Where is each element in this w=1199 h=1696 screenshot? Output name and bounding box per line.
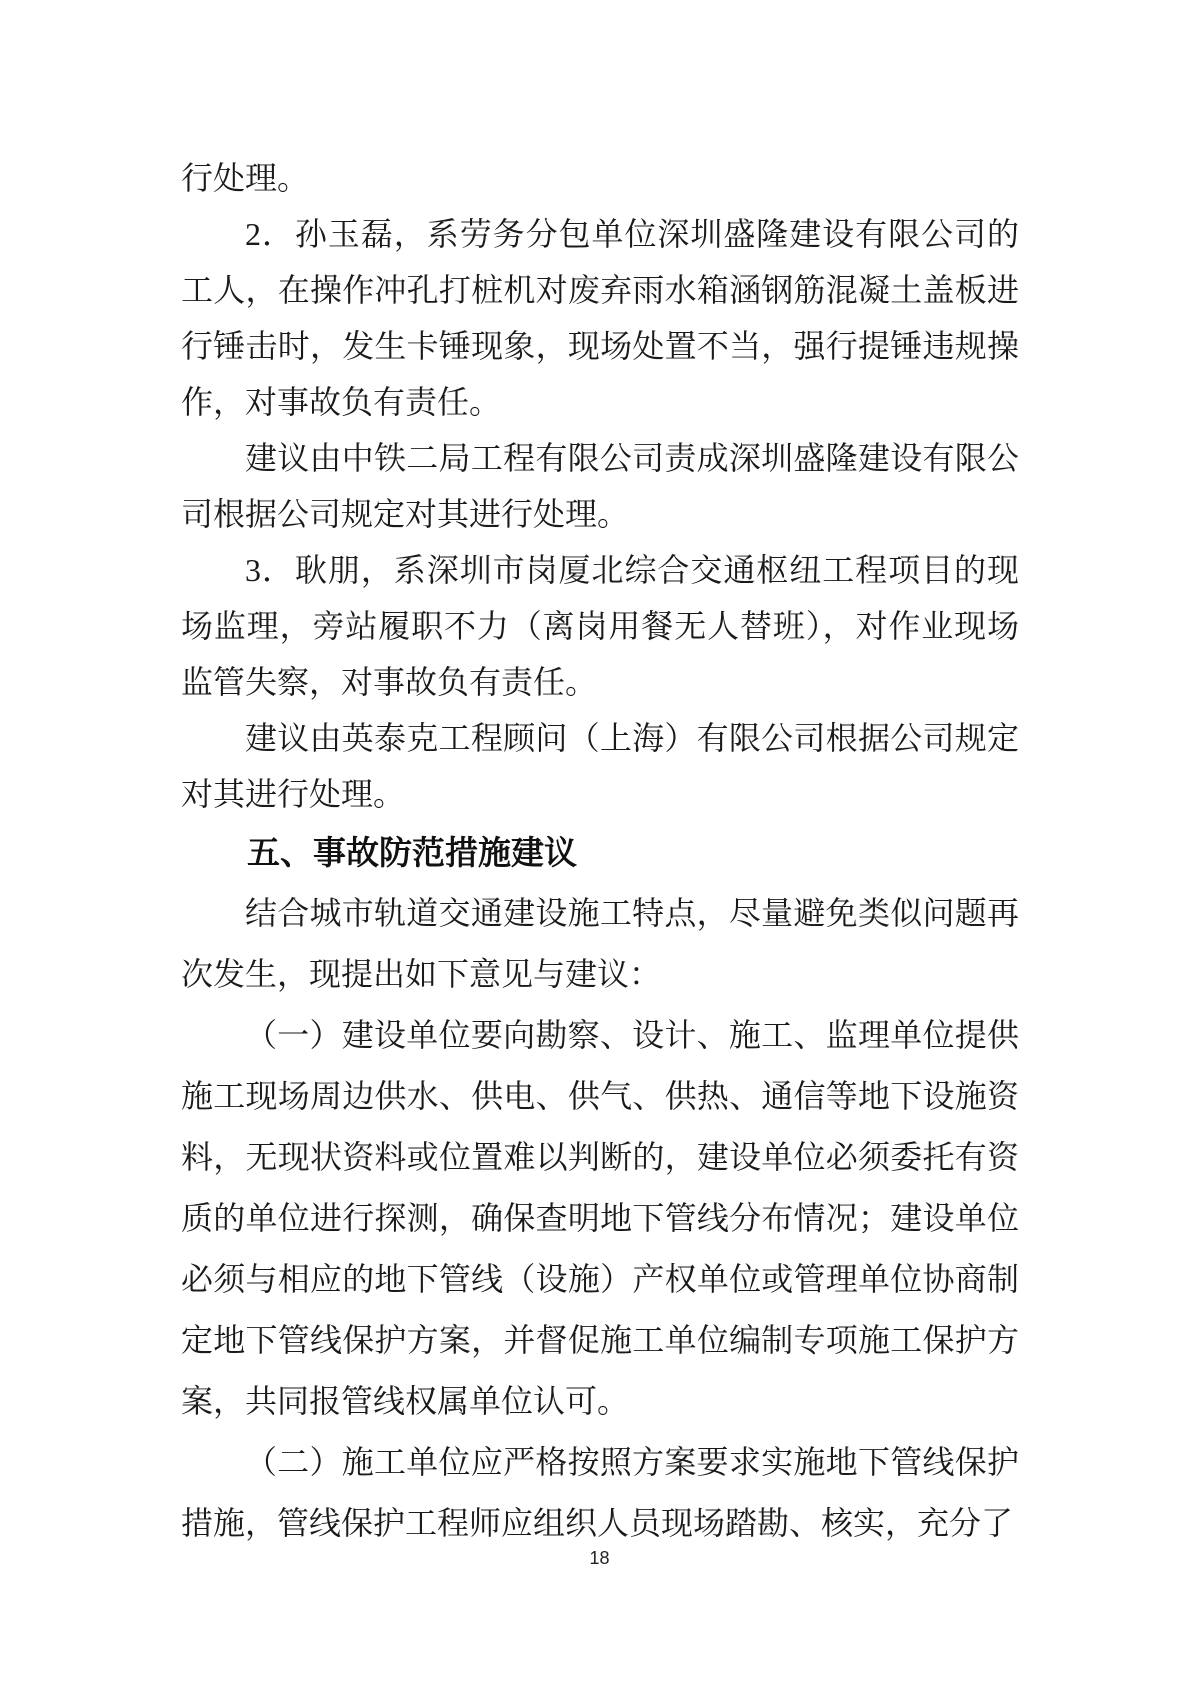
- section-responsibility: [181, 150, 1019, 822]
- paragraph-measure-1: （一）建设单位要向勘察、设计、施工、监理单位提供施工现场周边供水、供电、供气、供热、通信等地下设施资料，无现状资料或位置难以判断的，建设单位必须委托有资质的单位进行探测，确保查明地下管线分布情况；建设单位必须与相应的地下管线（设施）产权单位或管理单位协商制定地下管线保护方案，并督促施工单位编制专项施工保护方案，共同报管线权属单位认可。: [181, 1017, 1019, 1419]
- paragraph-person-2: 2．孙玉磊，系劳务分包单位深圳盛隆建设有限公司的工人，在操作冲孔打桩机对废弃雨水箱涵钢筋混凝土盖板进行锤击时，发生卡锤现象，现场处置不当，强行提锤违规操作，对事故负有责任。: [181, 216, 1019, 420]
- paragraph-suggestion-2: 建议由中铁二局工程有限公司责成深圳盛隆建设有限公司根据公司规定对其进行处理。: [181, 440, 1019, 532]
- paragraph-continuation: 行处理。: [181, 160, 310, 196]
- section-prevention-measures: [181, 822, 1019, 1554]
- page-number: 18: [589, 1548, 610, 1568]
- paragraph-intro: 结合城市轨道交通建设施工特点，尽量避免类似问题再次发生，现提出如下意见与建议：: [181, 895, 1019, 992]
- paragraph-suggestion-3: 建议由英泰克工程顾问（上海）有限公司根据公司规定对其进行处理。: [181, 720, 1019, 812]
- section-heading: 五、事故防范措施建议: [247, 834, 577, 871]
- paragraph-measure-2: （二）施工单位应严格按照方案要求实施地下管线保护措施，管线保护工程师应组织人员现场踏勘、核实，充分了: [181, 1444, 1019, 1541]
- paragraph-person-3: 3．耿朋，系深圳市岗厦北综合交通枢纽工程项目的现场监理，旁站履职不力（离岗用餐无人替班），对作业现场监管失察，对事故负有责任。: [181, 552, 1019, 700]
- document-body: [181, 150, 1019, 1554]
